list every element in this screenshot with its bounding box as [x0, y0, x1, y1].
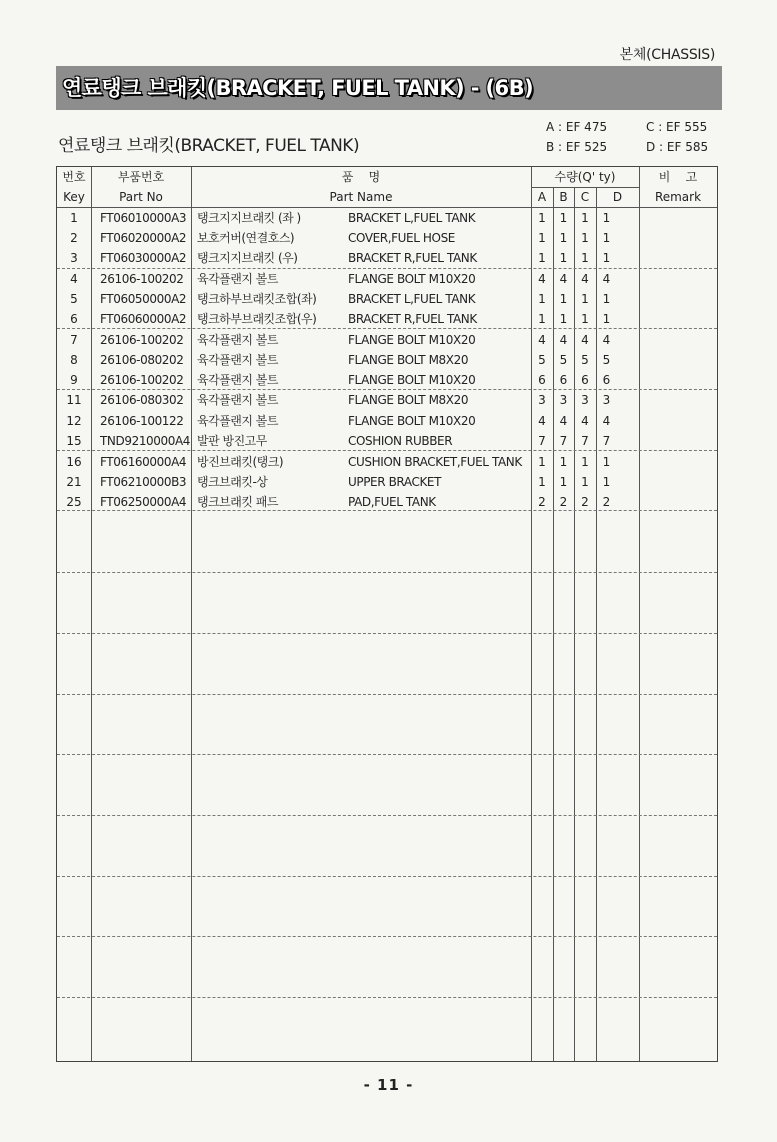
row-qty-a: 1 — [538, 231, 546, 245]
row-name-en: FLANGE BOLT M8X20 — [348, 353, 469, 367]
row-qty-c: 1 — [581, 312, 589, 326]
group-separator — [57, 936, 717, 937]
row-qty-c: 5 — [581, 353, 589, 367]
row-qty-c: 1 — [581, 231, 589, 245]
header-qty-c: C — [580, 190, 590, 204]
row-part-no: 26106-080202 — [100, 353, 184, 367]
group-separator — [57, 876, 717, 877]
row-qty-c: 3 — [581, 393, 589, 407]
table-row — [57, 350, 717, 370]
row-name-en: FLANGE BOLT M10X20 — [348, 373, 476, 387]
row-part-no: 26106-100202 — [100, 373, 184, 387]
row-qty-a: 1 — [538, 455, 546, 469]
row-qty-b: 2 — [559, 495, 568, 509]
row-key: 8 — [70, 353, 78, 367]
row-name-ko: 탱크하부브래킷조합(우) — [197, 312, 317, 326]
header-part-en: Part No — [119, 190, 163, 204]
row-qty-c: 6 — [581, 373, 589, 387]
row-qty-a: 4 — [538, 272, 546, 286]
row-qty-d: 1 — [602, 231, 611, 245]
header-qty-a: A — [537, 190, 547, 204]
row-qty-a: 1 — [538, 211, 546, 225]
row-qty-c: 4 — [581, 414, 589, 428]
table-row — [57, 269, 717, 289]
row-part-no: 26106-100122 — [100, 414, 184, 428]
row-name-en: FLANGE BOLT M10X20 — [348, 272, 476, 286]
row-name-ko: 탱크하부브래킷조합(좌) — [197, 292, 317, 306]
row-name-en: COSHION RUBBER — [348, 434, 453, 448]
table-row — [57, 309, 717, 329]
row-name-en: CUSHION BRACKET,FUEL TANK — [348, 455, 522, 469]
row-qty-d: 1 — [602, 211, 611, 225]
header-remark-en: Remark — [654, 190, 702, 204]
row-qty-b: 4 — [559, 414, 568, 428]
row-key: 4 — [70, 272, 78, 286]
row-name-ko: 탱크브래킷-상 — [197, 475, 268, 489]
row-name-en: UPPER BRACKET — [348, 475, 442, 489]
row-part-no: FT06210000B3 — [100, 475, 187, 489]
group-separator — [57, 633, 717, 634]
row-qty-b: 7 — [559, 434, 568, 448]
row-key: 1 — [70, 211, 78, 225]
row-name-ko: 탱크지지브래킷 (좌 ) — [197, 211, 301, 225]
row-qty-b: 1 — [559, 312, 568, 326]
row-name-en: BRACKET L,FUEL TANK — [348, 211, 476, 225]
row-part-no: 26106-080302 — [100, 393, 184, 407]
row-qty-a: 1 — [538, 312, 546, 326]
banner-title: 연료탱크 브래킷(BRACKET, FUEL TANK) - (6B) — [62, 76, 533, 100]
group-separator — [57, 815, 717, 816]
header-qty-d: D — [612, 190, 623, 204]
group-separator — [57, 694, 717, 695]
row-part-no: FT06250000A4 — [100, 495, 187, 509]
group-separator — [57, 572, 717, 573]
table-row — [57, 370, 717, 390]
page-number: - 11 - — [363, 1076, 414, 1094]
header-qty: 수량(Q' ty) — [554, 170, 616, 184]
row-qty-a: 4 — [538, 414, 546, 428]
table-row — [57, 390, 717, 410]
row-name-en: PAD,FUEL TANK — [348, 495, 436, 509]
header-name-ko: 품 명 — [341, 170, 381, 184]
model-b-label: B : EF 525 — [546, 140, 608, 154]
row-qty-a: 1 — [538, 292, 546, 306]
row-qty-d: 7 — [602, 434, 611, 448]
row-name-en: COVER,FUEL HOSE — [348, 231, 455, 245]
row-qty-d: 2 — [602, 495, 611, 509]
row-qty-c: 1 — [581, 475, 589, 489]
row-key: 11 — [66, 393, 82, 407]
row-key: 9 — [70, 373, 78, 387]
table-row — [57, 411, 717, 431]
row-qty-d: 1 — [602, 475, 611, 489]
row-key: 16 — [66, 455, 82, 469]
title-banner — [56, 66, 722, 110]
row-qty-d: 4 — [602, 272, 611, 286]
group-separator — [57, 754, 717, 755]
table-row — [57, 452, 717, 472]
row-part-no: FT06010000A3 — [100, 211, 187, 225]
row-part-no: FT06030000A2 — [100, 251, 187, 265]
row-name-ko: 육각플랜지 볼트 — [197, 393, 278, 407]
header-remark-ko: 비 고 — [658, 170, 698, 184]
row-part-no: 26106-100202 — [100, 272, 184, 286]
model-d-label: D : EF 585 — [646, 140, 709, 154]
row-qty-b: 5 — [559, 353, 568, 367]
table-row — [57, 431, 717, 451]
model-c-label: C : EF 555 — [646, 120, 708, 134]
row-key: 7 — [70, 333, 78, 347]
row-name-ko: 탱크지지브래킷 (우) — [197, 251, 298, 265]
row-name-en: FLANGE BOLT M8X20 — [348, 393, 469, 407]
model-legend-right — [646, 117, 708, 157]
page-subtitle: 연료탱크 브래킷(BRACKET, FUEL TANK) — [58, 136, 360, 156]
parts-table — [56, 166, 718, 1062]
row-qty-a: 1 — [538, 251, 546, 265]
row-qty-d: 4 — [602, 333, 611, 347]
row-name-ko: 육각플랜지 볼트 — [197, 272, 278, 286]
row-qty-c: 1 — [581, 292, 589, 306]
row-key: 21 — [66, 475, 82, 489]
row-qty-b: 4 — [559, 272, 568, 286]
row-part-no: TND9210000A4 — [100, 434, 191, 448]
table-row — [57, 208, 717, 228]
row-qty-d: 5 — [602, 353, 611, 367]
row-part-no: FT06060000A2 — [100, 312, 187, 326]
row-qty-a: 2 — [538, 495, 546, 509]
row-qty-b: 1 — [559, 292, 568, 306]
row-name-ko: 방진브래킷(탱크) — [197, 455, 284, 469]
model-a-label: A : EF 475 — [546, 120, 608, 134]
row-key: 12 — [66, 414, 82, 428]
row-qty-b: 3 — [559, 393, 568, 407]
row-qty-b: 1 — [559, 455, 568, 469]
table-row — [57, 330, 717, 350]
row-qty-d: 6 — [602, 373, 611, 387]
group-separator — [57, 997, 717, 998]
row-name-en: FLANGE BOLT M10X20 — [348, 333, 476, 347]
row-qty-b: 4 — [559, 333, 568, 347]
row-qty-c: 4 — [581, 272, 589, 286]
row-part-no: FT06160000A4 — [100, 455, 187, 469]
row-name-ko: 육각플랜지 볼트 — [197, 414, 278, 428]
row-name-ko: 육각플랜지 볼트 — [197, 353, 278, 367]
row-qty-b: 1 — [559, 231, 568, 245]
table-row — [57, 472, 717, 492]
row-name-ko: 탱크브래킷 패드 — [197, 495, 278, 509]
section-label: 본체(CHASSIS) — [619, 47, 715, 63]
row-qty-a: 5 — [538, 353, 546, 367]
row-part-no: FT06020000A2 — [100, 231, 187, 245]
row-qty-b: 6 — [559, 373, 568, 387]
row-name-en: FLANGE BOLT M10X20 — [348, 414, 476, 428]
row-name-en: BRACKET R,FUEL TANK — [348, 312, 477, 326]
row-name-ko: 육각플랜지 볼트 — [197, 333, 278, 347]
row-qty-c: 2 — [581, 495, 589, 509]
row-qty-d: 1 — [602, 251, 611, 265]
row-qty-c: 7 — [581, 434, 589, 448]
header-part-ko: 부품번호 — [117, 170, 165, 184]
row-qty-b: 1 — [559, 251, 568, 265]
row-qty-a: 3 — [538, 393, 546, 407]
row-qty-b: 1 — [559, 211, 568, 225]
row-name-ko: 육각플랜지 볼트 — [197, 373, 278, 387]
row-part-no: FT06050000A2 — [100, 292, 187, 306]
header-name-en: Part Name — [329, 190, 393, 204]
row-qty-d: 1 — [602, 312, 611, 326]
row-key: 15 — [66, 434, 82, 448]
row-qty-c: 1 — [581, 455, 589, 469]
row-qty-a: 4 — [538, 333, 546, 347]
row-key: 6 — [70, 312, 78, 326]
table-row — [57, 248, 717, 268]
row-qty-c: 1 — [581, 211, 589, 225]
row-qty-d: 4 — [602, 414, 611, 428]
row-qty-a: 1 — [538, 475, 546, 489]
model-legend-left — [546, 117, 607, 157]
header-key-en: Key — [63, 190, 85, 204]
row-qty-a: 7 — [538, 434, 546, 448]
row-name-en: BRACKET L,FUEL TANK — [348, 292, 476, 306]
row-key: 2 — [70, 231, 78, 245]
table-row — [57, 289, 717, 309]
header-qty-b: B — [559, 190, 568, 204]
row-qty-c: 4 — [581, 333, 589, 347]
row-key: 25 — [66, 495, 82, 509]
row-qty-a: 6 — [538, 373, 546, 387]
header-key-ko: 번호 — [62, 170, 86, 184]
table-row — [57, 228, 717, 248]
row-name-ko: 보호커버(연결호스) — [197, 231, 295, 245]
row-key: 3 — [70, 251, 78, 265]
row-qty-d: 1 — [602, 292, 611, 306]
row-qty-d: 1 — [602, 455, 611, 469]
row-qty-d: 3 — [602, 393, 611, 407]
row-qty-c: 1 — [581, 251, 589, 265]
row-name-en: BRACKET R,FUEL TANK — [348, 251, 477, 265]
row-name-ko: 발판 방진고무 — [197, 434, 267, 448]
row-qty-b: 1 — [559, 475, 568, 489]
row-part-no: 26106-100202 — [100, 333, 184, 347]
table-row — [57, 492, 717, 512]
row-key: 5 — [70, 292, 78, 306]
